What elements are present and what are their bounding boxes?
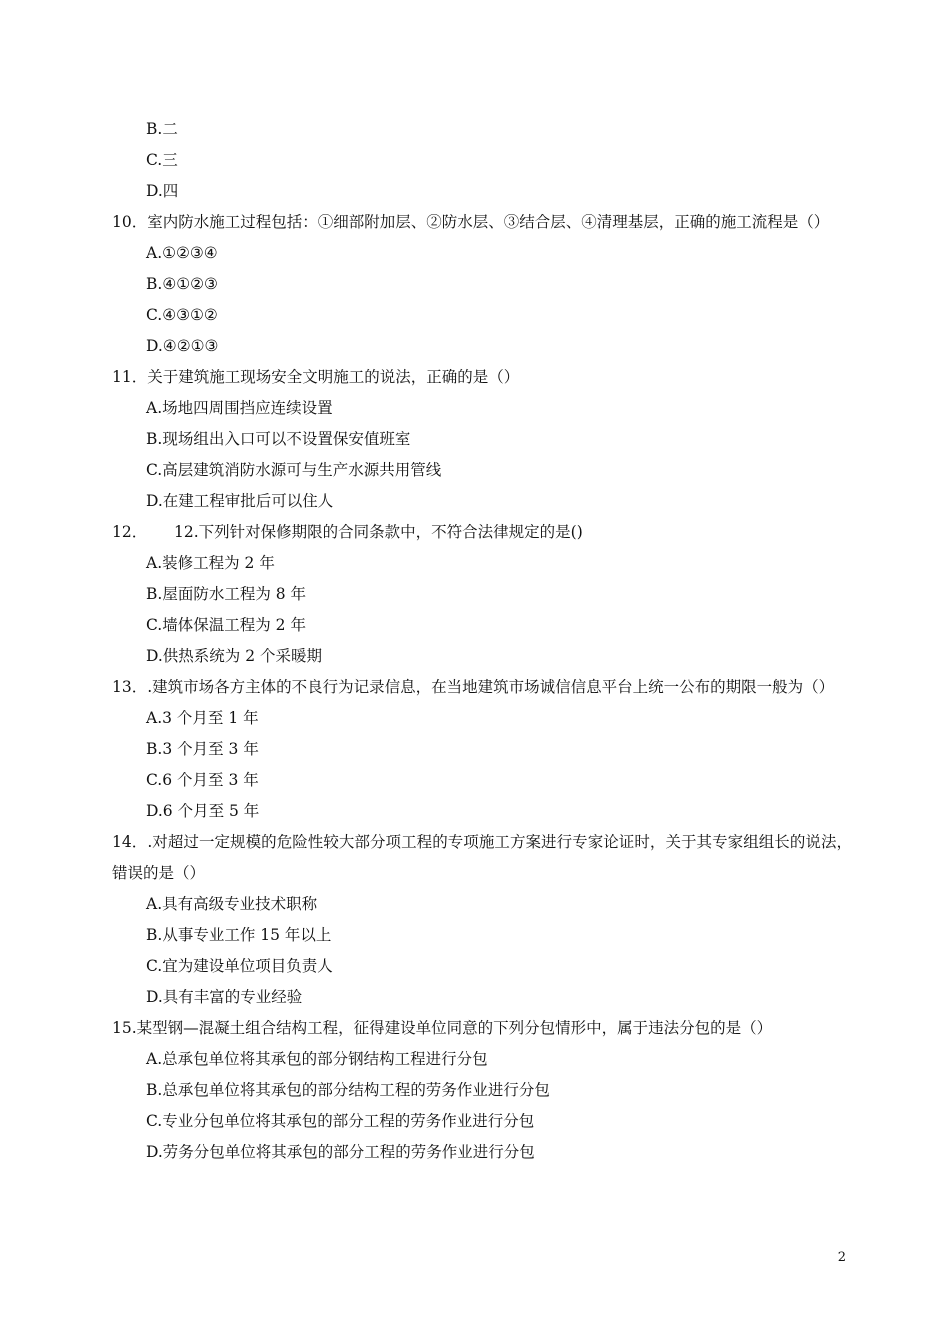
q12-stem: 12.下列针对保修期限的合同条款中，不符合法律规定的是() — [174, 523, 583, 541]
q14-option-c: C.宜为建设单位项目负责人 — [146, 957, 333, 975]
q12-option-d: D.供热系统为 2 个采暖期 — [146, 647, 323, 665]
q9-option-b: B.二 — [146, 120, 178, 138]
question-list — [112, 114, 852, 1168]
q11-stem: 11．关于建筑施工现场安全文明施工的说法，正确的是（） — [112, 368, 520, 386]
q11-option-b: B.现场组出入口可以不设置保安值班室 — [146, 430, 411, 448]
page-number: 2 — [837, 1250, 846, 1265]
q9-option-c: C.三 — [146, 151, 178, 169]
q14-stem: 14．.对超过一定规模的危险性较大部分项工程的专项施工方案进行专家论证时，关于其专家组组长的说法，错误的是（） — [112, 833, 852, 882]
q12-option-b: B.屋面防水工程为 8 年 — [146, 585, 307, 603]
q13-option-b: B.3 个月至 3 年 — [146, 740, 259, 758]
q13-stem: 13．.建筑市场各方主体的不良行为记录信息，在当地建筑市场诚信信息平台上统一公布的期限一般为（） — [112, 678, 835, 696]
q10-option-c: C.④③①② — [146, 306, 218, 324]
q14-option-a: A.具有高级专业技术职称 — [146, 895, 318, 913]
q11-option-c: C.高层建筑消防水源可与生产水源共用管线 — [146, 461, 442, 479]
q10-stem: 10．室内防水施工过程包括：①细部附加层、②防水层、③结合层、④清理基层，正确的施工流程是（） — [112, 213, 830, 231]
q12-number: 12． — [112, 523, 148, 541]
q11-option-a: A.场地四周围挡应连续设置 — [146, 399, 333, 417]
q14-option-d: D.具有丰富的专业经验 — [146, 988, 303, 1006]
q12-stem-row — [112, 517, 852, 548]
q13-option-a: A.3 个月至 1 年 — [146, 709, 259, 727]
q15-stem: 15.某型钢—混凝土组合结构工程，征得建设单位同意的下列分包情形中，属于违法分包的是（） — [112, 1019, 773, 1037]
q13-option-d: D.6 个月至 5 年 — [146, 802, 260, 820]
q14-option-b: B.从事专业工作 15 年以上 — [146, 926, 332, 944]
q10-option-d: D.④②①③ — [146, 337, 219, 355]
q15-option-d: D.劳务分包单位将其承包的部分工程的劳务作业进行分包 — [146, 1143, 535, 1161]
q10-option-b: B.④①②③ — [146, 275, 218, 293]
q15-option-c: C.专业分包单位将其承包的部分工程的劳务作业进行分包 — [146, 1112, 535, 1130]
q15-option-a: A.总承包单位将其承包的部分钢结构工程进行分包 — [146, 1050, 488, 1068]
q12-option-c: C.墙体保温工程为 2 年 — [146, 616, 306, 634]
q10-option-a: A.①②③④ — [146, 244, 218, 262]
q15-option-b: B.总承包单位将其承包的部分结构工程的劳务作业进行分包 — [146, 1081, 550, 1099]
q12-option-a: A.装修工程为 2 年 — [146, 554, 275, 572]
q11-option-d: D.在建工程审批后可以住人 — [146, 492, 334, 510]
q13-option-c: C.6 个月至 3 年 — [146, 771, 259, 789]
q9-option-d: D.四 — [146, 182, 179, 200]
